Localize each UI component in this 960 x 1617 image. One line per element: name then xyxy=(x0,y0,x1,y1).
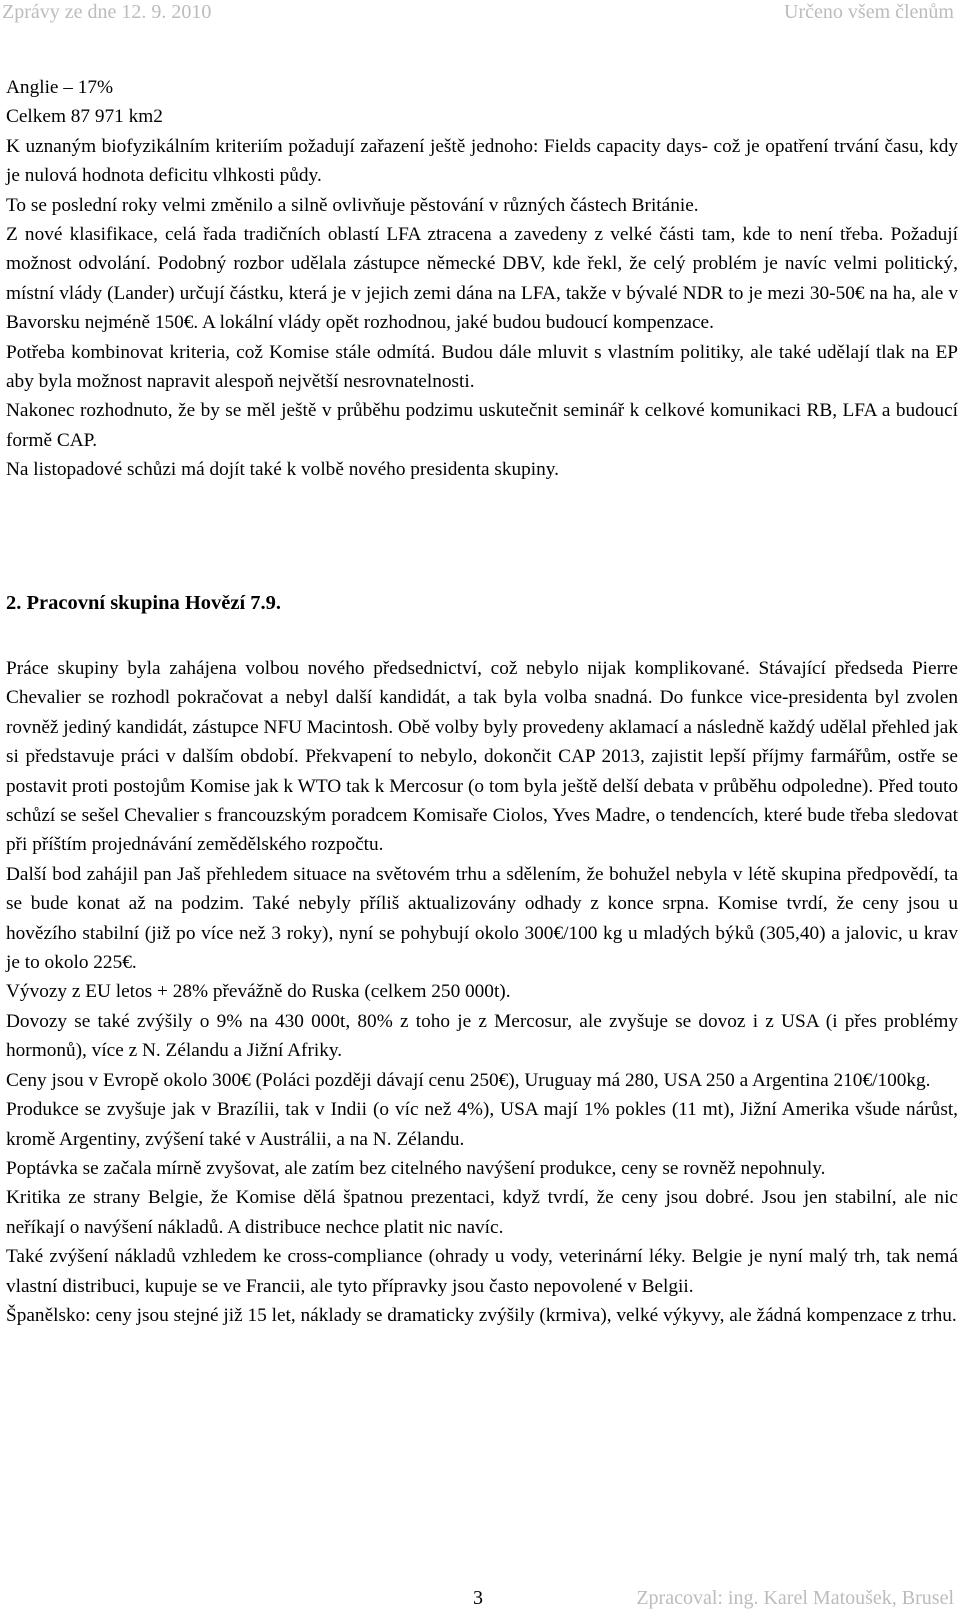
paragraph: Ceny jsou v Evropě okolo 300€ (Poláci později dávají cenu 250€), Uruguay má 280, USA 250 a Argentina 210€/100kg. xyxy=(6,1069,931,1091)
paragraph: Celkem 87 971 km2 xyxy=(6,106,163,128)
page-footer xyxy=(0,1585,960,1617)
paragraph: Potřeba kombinovat kriteria, což Komise stále odmítá. Budou dále mluvit s vlastním politiky, ale také udělají tlak na EP aby byla možnost napravit alespoň největší nesrovnatelnosti. xyxy=(6,341,958,393)
paragraph: Nakonec rozhodnuto, že by se měl ještě v průběhu podzimu uskutečnit seminář k celkové komunikaci RB, LFA a budoucí formě CAP. xyxy=(6,400,958,451)
header-date: Zprávy ze dne 12. 9. 2010 xyxy=(2,1,212,23)
paragraph: Z nové klasifikace, celá řada tradičních oblastí LFA ztracena a zavedeny z velké části tam, kde to není třeba. Požadují možnost odvolání. Podobný rozbor udělala zástupce německé DBV, kde řekl, že celý problém je navíc velmi politický, místní vlády (Lander) určují částku, která je v jejich zemi dána na LFA, takže v bývalé NDR to je mezi 30-50€ na ha, ale v Bavorsku nejméně 150€. A lokální vlády opět rozhodnou, jaké budou budoucí kompenzace. xyxy=(6,224,958,334)
section-title: 2. Pracovní skupina Hovězí 7.9. xyxy=(6,592,282,614)
paragraph: Práce skupiny byla zahájena volbou nového předsednictví, což nebylo nijak komplikované. Stávající předseda Pierre Chevalier se rozhodl pokračovat a nebyl další kandidát, a tak byla volba snadná. Do funkce vice-presidenta byl zvolen rovněž jediný kandidát, zástupce NFU Macintosh. Obě volby byly provedeny aklamací a následně každý udělal přehled jak si představuje práci v dalším období. Překvapení to nebylo, dokončit CAP 2013, zajistit lepší příjmy farmářům, ostře se postavit proti postojům Komise jak k WTO tak k Mercosur (o tom byla ještě delší debata v průběhu odpoledne). Před touto schůzí se sešel Chevalier s francouzským poradcem Komisaře Ciolos, Yves Madre, o tendencích, které bude třeba sledovat při příštím projednávání zemědělského rozpočtu. xyxy=(6,658,958,856)
paragraph: Na listopadové schůzi má dojít také k volbě nového presidenta skupiny. xyxy=(6,459,559,481)
paragraph: Vývozy z EU letos + 28% převážně do Ruska (celkem 250 000t). xyxy=(6,981,511,1003)
paragraph: Produkce se zvyšuje jak v Brazílii, tak v Indii (o víc než 4%), USA mají 1% pokles (11 mt), Jižní Amerika všude nárůst, kromě Argentiny, zvýšení také v Austrálii, a na N. Zélandu. xyxy=(6,1099,958,1150)
paragraph: Také zvýšení nákladů vzhledem ke cross-compliance (ohrady u vody, veterinární léky. Belgie je nyní malý trh, tak nemá vlastní distribuci, kupuje se ve Francii, ale tyto přípravky jsou často nepovolené v Belgii. xyxy=(6,1246,958,1297)
paragraph: K uznaným biofyzikálním kriteriím požadují zařazení ještě jednoho: Fields capacity days- což je opatření trvání času, kdy je nulová hodnota deficitu vlhkosti půdy. xyxy=(6,135,958,187)
paragraph: Dovozy se také zvýšily o 9% na 430 000t, 80% z toho je z Mercosur, ale zvyšuje se dovoz i z USA (i přes problémy hormonů), více z N. Zélandu a Jižní Afriky. xyxy=(6,1010,958,1062)
paragraph: Anglie – 17% xyxy=(6,77,114,98)
paragraph: Španělsko: ceny jsou stejné již 15 let, náklady se dramaticky zvýšily (krmiva), velké výkyvy, ale žádná kompenzace z trhu. xyxy=(6,1304,957,1326)
paragraph: Kritika ze strany Belgie, že Komise dělá špatnou prezentaci, když tvrdí, že ceny jsou dobré. Jsou jen stabilní, ale nic neříkají o navýšení nákladů. A distribuce nechce platit nic navíc. xyxy=(6,1187,958,1238)
block-lfa-report xyxy=(6,73,958,485)
block-beef-group xyxy=(6,654,958,1330)
paragraph: Další bod zahájil pan Jaš přehledem situace na světovém trhu a sdělením, že bohužel nebyla v létě skupina předpovědí, ta se bude konat až na podzim. Také nebyly příliš aktualizovány odhady z konce srpna. Komise tvrdí, že ceny jsou u hovězího stabilní (již po více než 3 roky), nyní se pohybují okolo 300€/100 kg u mladých býků (305,40) a jalovic, u krav je to okolo 225€. xyxy=(6,863,958,974)
page-number: 3 xyxy=(473,1587,483,1609)
paragraph: To se poslední roky velmi změnilo a silně ovlivňuje pěstování v různých částech Británie. xyxy=(6,194,699,216)
paragraph: Poptávka se začala mírně zvyšovat, ale zatím bez citelného navýšení produkce, ceny se rovněž nepohnuly. xyxy=(6,1157,826,1179)
header-audience: Určeno všem členům xyxy=(784,1,954,23)
page-header xyxy=(0,0,960,30)
footer-author: Zpracoval: ing. Karel Matoušek, Brusel xyxy=(636,1587,954,1609)
